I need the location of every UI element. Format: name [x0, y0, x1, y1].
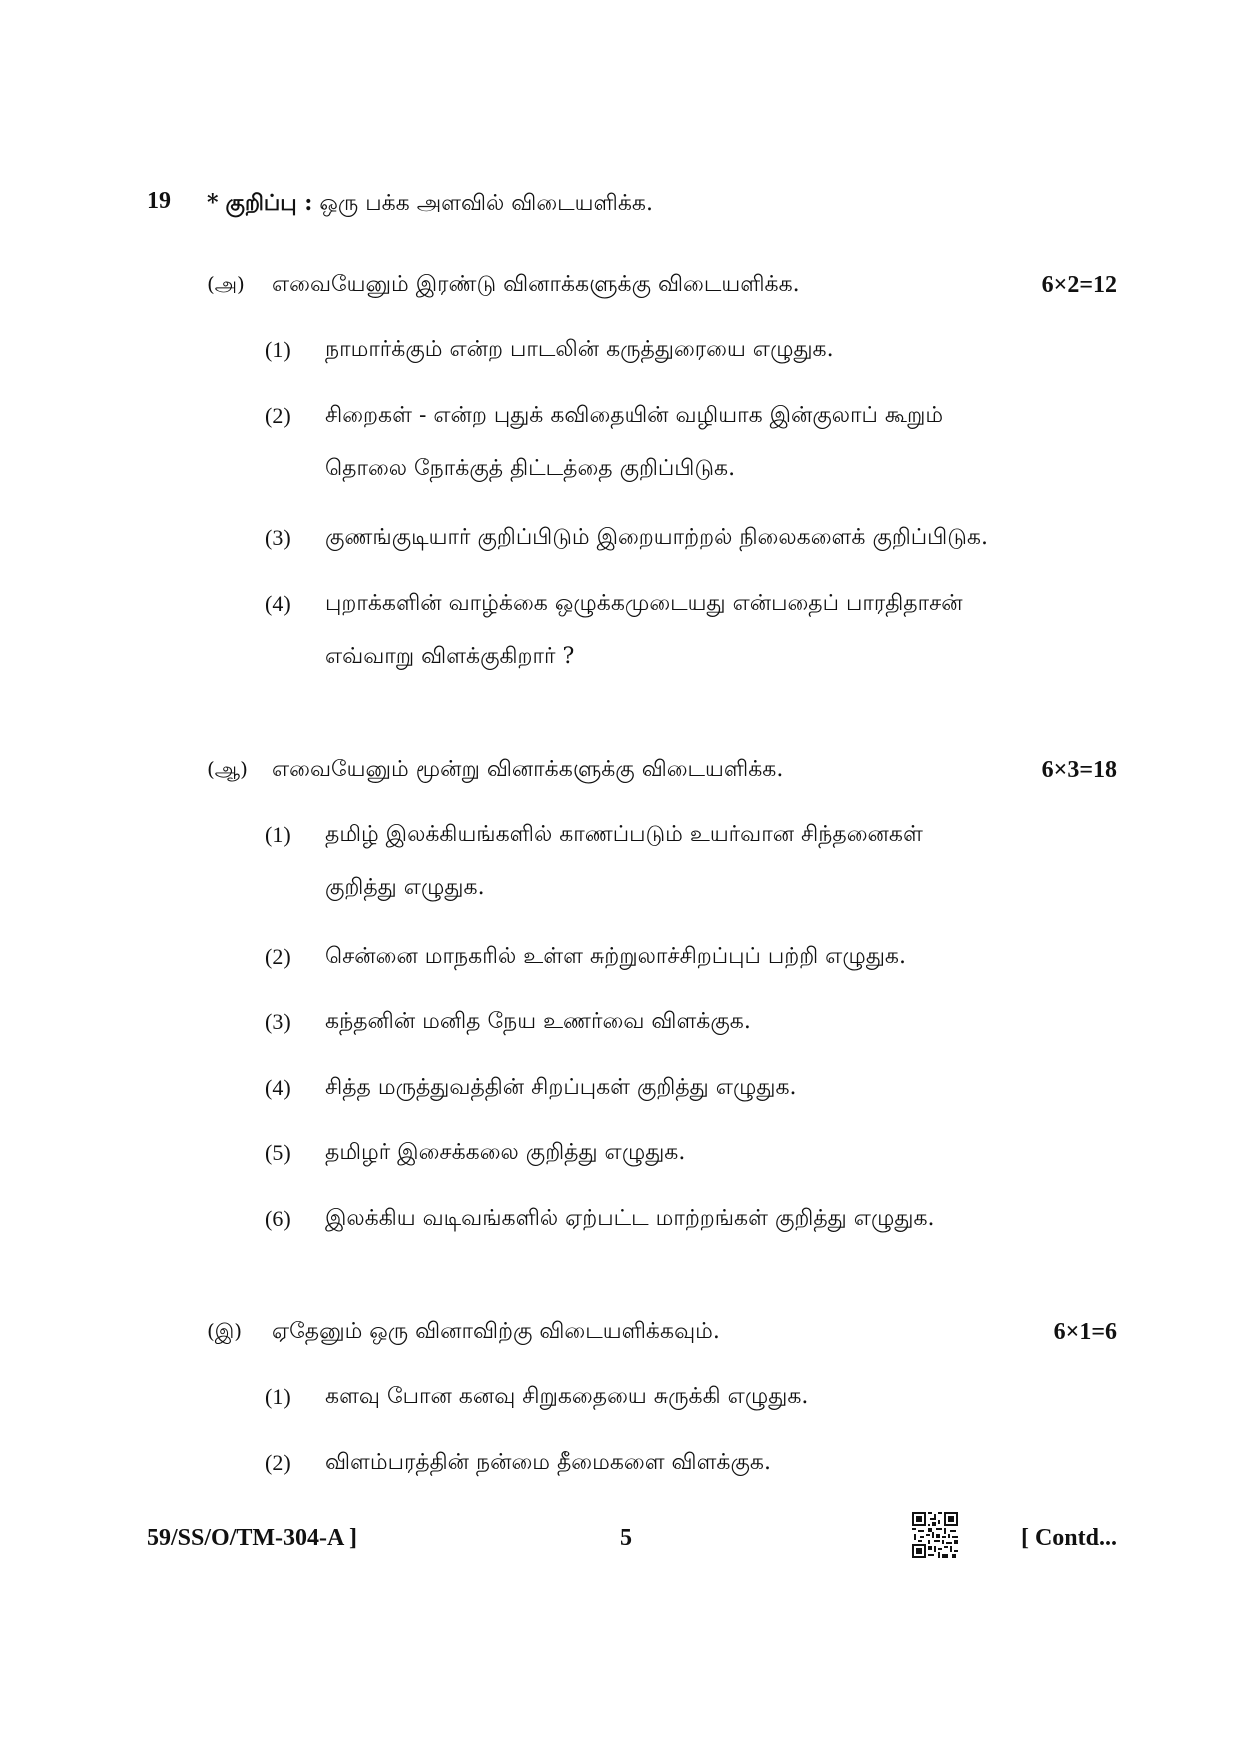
list-item [265, 591, 1065, 621]
item-number: (3) [265, 1009, 291, 1034]
paper-code: 59/SS/O/TM-304-A ] [147, 1525, 358, 1551]
list-item [265, 1384, 1065, 1414]
item-number: (6) [265, 1206, 291, 1231]
item-text-continued: குறித்து எழுதுக. [325, 875, 485, 900]
section-b-marker: (ஆ) [207, 757, 248, 781]
item-number: (1) [265, 822, 291, 847]
item-number: (2) [265, 403, 291, 428]
item-number: (2) [265, 944, 291, 969]
item-text: புறாக்களின் வாழ்க்கை ஒழுக்கமுடையது என்பதைப் பாரதிதாசன் [325, 591, 963, 616]
item-text: தமிழர் இசைக்கலை குறித்து எழுதுக. [325, 1140, 686, 1165]
section-a-marker: (அ) [207, 272, 245, 296]
section-c-instruction: ஏதேனும் ஒரு வினாவிற்கு விடையளிக்கவும். [272, 1319, 720, 1344]
note-label: குறிப்பு : [225, 190, 313, 216]
item-text: தமிழ் இலக்கியங்களில் காணப்படும் உயர்வான சிந்தனைகள் [325, 822, 923, 847]
section-b-marks: 6×3=18 [1041, 757, 1117, 783]
item-text: சிறைகள் - என்ற புதுக் கவிதையின் வழியாக இன்குலாப் கூறும் [325, 403, 944, 428]
section-a-instruction: எவையேனும் இரண்டு வினாக்களுக்கு விடையளிக்க. [272, 272, 800, 297]
list-item [265, 1450, 1065, 1480]
list-item [265, 944, 1065, 974]
list-item [265, 822, 1065, 852]
item-number: (4) [265, 1075, 291, 1100]
qr-code-icon [912, 1512, 958, 1558]
list-item [265, 525, 1065, 555]
section-c-marker: (இ) [207, 1319, 243, 1343]
note-text: ஒரு பக்க அளவில் விடையளிக்க. [319, 191, 653, 216]
item-number: (4) [265, 591, 291, 616]
list-item [265, 1009, 1065, 1039]
section-c-marks: 6×1=6 [1053, 1319, 1117, 1345]
list-item [265, 1075, 1065, 1105]
item-text: இலக்கிய வடிவங்களில் ஏற்பட்ட மாற்றங்கள் குறித்து எழுதுக. [325, 1206, 935, 1231]
section-b-heading [207, 757, 783, 785]
item-number: (5) [265, 1140, 291, 1165]
item-text: களவு போன கனவு சிறுகதையை சுருக்கி எழுதுக. [325, 1384, 809, 1409]
note-star: * [207, 190, 219, 216]
list-item [265, 337, 1065, 367]
section-b-instruction: எவையேனும் மூன்று வினாக்களுக்கு விடையளிக்க. [272, 757, 784, 782]
list-item [265, 1140, 1065, 1170]
item-number: (1) [265, 337, 291, 362]
section-c-heading [207, 1319, 720, 1347]
item-text: சென்னை மாநகரில் உள்ள சுற்றுலாச்சிறப்புப் பற்றி எழுதுக. [325, 944, 906, 969]
list-item [265, 403, 1065, 433]
page-number: 5 [620, 1525, 632, 1551]
section-a-marks: 6×2=12 [1041, 272, 1117, 298]
question-number: 19 [147, 188, 171, 214]
item-number: (2) [265, 1450, 291, 1475]
section-a-heading [207, 272, 800, 300]
item-text: சித்த மருத்துவத்தின் சிறப்புகள் குறித்து எழுதுக. [325, 1075, 797, 1100]
item-text: விளம்பரத்தின் நன்மை தீமைகளை விளக்குக. [325, 1450, 771, 1475]
item-text: குணங்குடியார் குறிப்பிடும் இறையாற்றல் நிலைகளைக் குறிப்பிடுக. [325, 525, 988, 550]
item-text-continued: எவ்வாறு விளக்குகிறார் ? [325, 644, 575, 669]
note-line [207, 190, 653, 219]
item-number: (3) [265, 525, 291, 550]
list-item [265, 1206, 1065, 1236]
item-text: நாமார்க்கும் என்ற பாடலின் கருத்துரையை எழுதுக. [325, 337, 834, 362]
item-text-continued: தொலை நோக்குத் திட்டத்தை குறிப்பிடுக. [325, 456, 736, 481]
item-text: கந்தனின் மனித நேய உணர்வை விளக்குக. [325, 1009, 751, 1034]
continued-label: [ Contd... [1020, 1525, 1117, 1551]
item-number: (1) [265, 1384, 291, 1409]
